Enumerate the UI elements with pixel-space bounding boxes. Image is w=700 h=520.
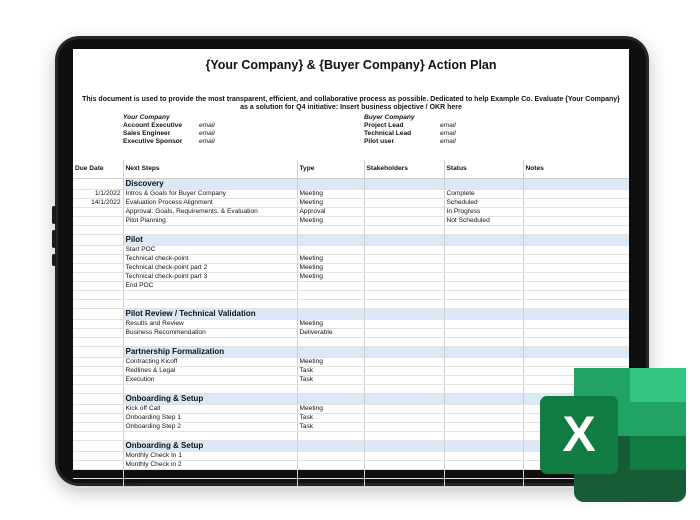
contact-role: Account Executive xyxy=(123,122,182,129)
grid-cell[interactable] xyxy=(444,300,523,309)
grid-cell[interactable] xyxy=(73,376,123,385)
grid-cell[interactable] xyxy=(364,405,444,414)
grid-cell[interactable]: Monthly Check In 1 xyxy=(123,452,297,461)
grid-cell[interactable] xyxy=(73,432,123,441)
grid-cell[interactable] xyxy=(364,432,444,441)
contact-email[interactable]: email xyxy=(440,130,456,137)
grid-cell[interactable] xyxy=(364,376,444,385)
grid-cell[interactable]: Approval: Goals, Requirements, & Evaluation xyxy=(123,208,297,217)
grid-cell[interactable] xyxy=(364,347,444,358)
your-company-contacts xyxy=(123,114,215,146)
grid-cell[interactable] xyxy=(297,246,364,255)
buyer-company-heading: Buyer Company xyxy=(364,114,415,121)
grid-cell[interactable] xyxy=(523,300,629,309)
grid-cell[interactable]: Evaluation Process Alignment xyxy=(123,199,297,208)
section-title[interactable]: Discovery xyxy=(123,179,297,190)
grid-cell[interactable] xyxy=(523,347,629,358)
grid-cell[interactable]: Technical check-point xyxy=(123,255,297,264)
grid-cell[interactable]: Contracting Kicoff xyxy=(123,358,297,367)
contact-email[interactable]: email xyxy=(440,122,456,129)
grid-cell[interactable] xyxy=(523,255,629,264)
header-row xyxy=(73,160,629,179)
grid-cell[interactable]: Task xyxy=(297,423,364,432)
excel-logo-letter: X xyxy=(562,406,596,462)
grid-cell[interactable] xyxy=(73,291,123,300)
section-title[interactable]: Onboarding & Setup xyxy=(123,441,297,452)
grid-cell[interactable] xyxy=(364,452,444,461)
grid-cell[interactable] xyxy=(444,367,523,376)
grid-cell[interactable] xyxy=(444,282,523,291)
grid-cell[interactable]: Task xyxy=(297,376,364,385)
grid-cell[interactable] xyxy=(73,273,123,282)
grid-cell[interactable] xyxy=(297,385,364,394)
grid-cell[interactable] xyxy=(73,394,123,405)
grid-cell[interactable] xyxy=(364,441,444,452)
grid-cell[interactable]: Meeting xyxy=(297,255,364,264)
contact-role: Project Lead xyxy=(364,122,404,129)
grid-cell[interactable] xyxy=(73,347,123,358)
grid-cell[interactable] xyxy=(523,320,629,329)
contact-role: Pilot user xyxy=(364,138,395,145)
grid-cell[interactable]: Business Recommendation xyxy=(123,329,297,338)
grid-cell[interactable] xyxy=(123,338,297,347)
section-row xyxy=(73,347,629,358)
contact-row xyxy=(123,138,215,146)
grid-cell[interactable]: Technical check-point part 3 xyxy=(123,273,297,282)
intro-text: This document is used to provide the most transparent, efficient, and collaborative process as possible. Dedicated to help Example Co. Evaluate {Your Company} as a solution for Q4 initiative: Insert business objective / OKR here xyxy=(82,96,620,111)
grid-cell[interactable]: Technical check-point part 2 xyxy=(123,264,297,273)
grid-cell[interactable] xyxy=(73,217,123,226)
table-row xyxy=(73,190,629,199)
grid-cell[interactable] xyxy=(73,452,123,461)
grid-cell[interactable] xyxy=(364,320,444,329)
grid-cell[interactable] xyxy=(364,255,444,264)
grid-cell[interactable] xyxy=(364,300,444,309)
grid-cell[interactable] xyxy=(444,385,523,394)
grid-cell[interactable] xyxy=(364,309,444,320)
grid-cell[interactable]: QBR 1 xyxy=(123,470,297,479)
table-row xyxy=(73,329,629,338)
grid-cell[interactable]: Execution xyxy=(123,376,297,385)
grid-cell[interactable] xyxy=(444,179,523,190)
grid-cell[interactable] xyxy=(364,367,444,376)
grid-cell[interactable] xyxy=(73,441,123,452)
grid-cell[interactable]: Kick off Call xyxy=(123,405,297,414)
grid-cell[interactable] xyxy=(444,329,523,338)
grid-cell[interactable]: Redlines & Legal xyxy=(123,367,297,376)
grid-cell[interactable]: 1/1/2022 xyxy=(73,190,123,199)
grid-cell[interactable] xyxy=(444,376,523,385)
grid-cell[interactable]: In Progress xyxy=(444,208,523,217)
grid-cell[interactable] xyxy=(297,479,364,488)
table-row xyxy=(73,273,629,282)
grid-cell[interactable] xyxy=(364,246,444,255)
grid-cell[interactable] xyxy=(523,199,629,208)
grid-cell[interactable] xyxy=(364,217,444,226)
grid-cell[interactable] xyxy=(364,199,444,208)
contact-email[interactable]: email xyxy=(199,130,215,137)
grid-cell[interactable] xyxy=(444,291,523,300)
grid-cell[interactable]: Monthly Check in 2 xyxy=(123,461,297,470)
grid-cell[interactable] xyxy=(297,338,364,347)
grid-cell[interactable]: Meeting xyxy=(297,217,364,226)
table-row xyxy=(73,264,629,273)
grid-cell[interactable] xyxy=(364,358,444,367)
grid-cell[interactable] xyxy=(444,461,523,470)
column-header[interactable]: Stakeholders xyxy=(364,160,444,179)
grid-cell[interactable] xyxy=(444,273,523,282)
grid-cell[interactable] xyxy=(364,470,444,479)
grid-cell[interactable] xyxy=(364,190,444,199)
grid-cell[interactable] xyxy=(73,461,123,470)
grid-cell[interactable]: Meeting xyxy=(297,190,364,199)
grid-cell[interactable] xyxy=(364,264,444,273)
grid-cell[interactable] xyxy=(364,338,444,347)
grid-cell[interactable] xyxy=(73,479,123,488)
grid-cell[interactable] xyxy=(444,405,523,414)
grid-cell[interactable]: Meeting xyxy=(297,358,364,367)
table-row xyxy=(73,217,629,226)
grid-cell[interactable] xyxy=(364,226,444,235)
grid-cell[interactable] xyxy=(444,246,523,255)
column-header[interactable]: Notes xyxy=(523,160,629,179)
excel-logo-cell xyxy=(630,368,686,402)
grid-cell[interactable] xyxy=(297,452,364,461)
grid-cell[interactable] xyxy=(297,309,364,320)
excel-logo-cell xyxy=(630,402,686,436)
excel-logo-icon xyxy=(540,366,688,506)
grid-cell[interactable] xyxy=(73,264,123,273)
grid-cell[interactable] xyxy=(444,347,523,358)
grid-cell[interactable]: Results and Review xyxy=(123,320,297,329)
grid-cell[interactable] xyxy=(444,394,523,405)
grid-cell[interactable] xyxy=(444,470,523,479)
grid-cell[interactable] xyxy=(523,291,629,300)
column-header[interactable]: Next Steps xyxy=(123,160,297,179)
contact-email[interactable]: email xyxy=(199,138,215,145)
grid-cell[interactable] xyxy=(523,264,629,273)
grid-cell[interactable]: Task xyxy=(297,414,364,423)
grid-cell[interactable] xyxy=(73,300,123,309)
grid-cell[interactable] xyxy=(523,309,629,320)
grid-cell[interactable] xyxy=(444,423,523,432)
contact-row xyxy=(364,122,456,130)
grid-cell[interactable] xyxy=(364,282,444,291)
grid-cell[interactable] xyxy=(297,282,364,291)
grid-cell[interactable] xyxy=(123,432,297,441)
grid-cell[interactable] xyxy=(297,347,364,358)
table-row xyxy=(73,199,629,208)
grid-cell[interactable]: Not Scheduled xyxy=(444,217,523,226)
grid-cell[interactable]: Meeting xyxy=(297,320,364,329)
grid-cell[interactable]: Intros & Goals for Buyer Company xyxy=(123,190,297,199)
grid-cell[interactable] xyxy=(123,291,297,300)
grid-cell[interactable] xyxy=(444,358,523,367)
grid-cell[interactable] xyxy=(364,479,444,488)
grid-cell[interactable] xyxy=(444,441,523,452)
section-title[interactable]: Onboarding & Setup xyxy=(123,394,297,405)
grid-cell[interactable]: Complete xyxy=(444,190,523,199)
grid-cell[interactable]: QBR 2 xyxy=(123,479,297,488)
grid-cell[interactable] xyxy=(444,479,523,488)
contact-role: Sales Engineer xyxy=(123,130,171,137)
grid-cell[interactable] xyxy=(523,226,629,235)
column-header[interactable]: Due Date xyxy=(73,160,123,179)
grid-cell[interactable] xyxy=(297,394,364,405)
contact-row xyxy=(364,138,456,146)
grid-cell[interactable] xyxy=(73,367,123,376)
grid-cell[interactable]: Approval xyxy=(297,208,364,217)
grid-cell[interactable] xyxy=(523,273,629,282)
grid-cell[interactable] xyxy=(523,190,629,199)
grid-cell[interactable] xyxy=(73,338,123,347)
grid-cell[interactable] xyxy=(523,329,629,338)
grid-cell[interactable] xyxy=(364,329,444,338)
section-row xyxy=(73,179,629,190)
grid-cell[interactable] xyxy=(297,470,364,479)
grid-cell[interactable]: Meeting xyxy=(297,405,364,414)
volume-up-button xyxy=(52,206,56,224)
contact-role: Technical Lead xyxy=(364,130,412,137)
contact-role: Executive Sponsor xyxy=(123,138,183,145)
grid-cell[interactable] xyxy=(297,461,364,470)
grid-cell[interactable]: Pilot Planning xyxy=(123,217,297,226)
contact-row xyxy=(123,130,215,138)
grid-cell[interactable] xyxy=(297,441,364,452)
buyer-company-contacts xyxy=(364,114,456,146)
grid-cell[interactable]: Start POC xyxy=(123,246,297,255)
grid-cell[interactable] xyxy=(73,179,123,190)
section-title[interactable]: Partnership Formalization xyxy=(123,347,297,358)
excel-logo-cell xyxy=(630,436,686,470)
grid-cell[interactable] xyxy=(73,423,123,432)
grid-cell[interactable] xyxy=(73,226,123,235)
grid-cell[interactable]: Scheduled xyxy=(444,199,523,208)
grid-cell[interactable] xyxy=(444,255,523,264)
grid-cell[interactable]: 14/1/2022 xyxy=(73,199,123,208)
grid-cell[interactable]: Onboarding Step 2 xyxy=(123,423,297,432)
section-title[interactable]: Pilot xyxy=(123,235,297,246)
grid-cell[interactable] xyxy=(73,208,123,217)
column-header[interactable]: Type xyxy=(297,160,364,179)
grid-cell[interactable] xyxy=(73,414,123,423)
grid-cell[interactable] xyxy=(364,179,444,190)
grid-cell[interactable]: Deliverable xyxy=(297,329,364,338)
grid-cell[interactable]: Meeting xyxy=(297,264,364,273)
grid-cell[interactable] xyxy=(523,208,629,217)
contact-email[interactable]: email xyxy=(199,122,215,129)
grid-cell[interactable] xyxy=(523,235,629,246)
grid-cell[interactable] xyxy=(73,282,123,291)
contact-row xyxy=(123,122,215,130)
grid-cell[interactable] xyxy=(444,452,523,461)
grid-cell[interactable] xyxy=(297,235,364,246)
grid-cell[interactable] xyxy=(73,470,123,479)
grid-cell[interactable] xyxy=(444,309,523,320)
grid-cell[interactable] xyxy=(364,394,444,405)
section-row xyxy=(73,235,629,246)
grid-cell[interactable] xyxy=(297,432,364,441)
table-row xyxy=(73,255,629,264)
grid-cell[interactable] xyxy=(73,358,123,367)
grid-cell[interactable] xyxy=(123,226,297,235)
grid-cell[interactable] xyxy=(73,255,123,264)
grid-cell[interactable]: Onboarding Step 1 xyxy=(123,414,297,423)
grid-cell[interactable] xyxy=(523,282,629,291)
grid-cell[interactable] xyxy=(297,291,364,300)
grid-cell[interactable] xyxy=(523,179,629,190)
table-row xyxy=(73,226,629,235)
table-row xyxy=(73,300,629,309)
grid-cell[interactable] xyxy=(444,226,523,235)
grid-cell[interactable] xyxy=(123,300,297,309)
grid-cell[interactable] xyxy=(297,226,364,235)
grid-cell[interactable] xyxy=(364,461,444,470)
grid-cell[interactable] xyxy=(444,264,523,273)
grid-cell[interactable] xyxy=(73,309,123,320)
grid-cell[interactable] xyxy=(73,329,123,338)
grid-cell[interactable] xyxy=(444,414,523,423)
table-row xyxy=(73,282,629,291)
sheet-title: {Your Company} & {Buyer Company} Action Plan xyxy=(205,58,497,72)
contact-row xyxy=(364,130,456,138)
section-title[interactable]: Pilot Review / Technical Validation xyxy=(123,309,297,320)
grid-cell[interactable]: Meeting xyxy=(297,273,364,282)
grid-cell[interactable] xyxy=(523,246,629,255)
grid-cell[interactable] xyxy=(444,338,523,347)
contact-email[interactable]: email xyxy=(440,138,456,145)
table-row xyxy=(73,320,629,329)
grid-cell[interactable]: End POC xyxy=(123,282,297,291)
volume-down-button xyxy=(52,230,56,248)
grid-cell[interactable] xyxy=(297,300,364,309)
grid-cell[interactable] xyxy=(73,405,123,414)
table-row xyxy=(73,338,629,347)
side-button xyxy=(52,254,56,266)
table-row xyxy=(73,246,629,255)
table-row xyxy=(73,291,629,300)
grid-cell[interactable] xyxy=(73,320,123,329)
grid-cell[interactable] xyxy=(364,273,444,282)
your-company-heading: Your Company xyxy=(123,114,170,121)
grid-cell[interactable] xyxy=(444,235,523,246)
grid-cell[interactable] xyxy=(123,385,297,394)
grid-cell[interactable]: Task xyxy=(297,367,364,376)
grid-cell[interactable] xyxy=(73,235,123,246)
grid-cell[interactable] xyxy=(523,217,629,226)
grid-cell[interactable] xyxy=(73,246,123,255)
grid-cell[interactable] xyxy=(364,208,444,217)
grid-cell[interactable] xyxy=(444,432,523,441)
grid-cell[interactable] xyxy=(444,320,523,329)
grid-cell[interactable] xyxy=(73,385,123,394)
grid-cell[interactable] xyxy=(364,291,444,300)
table-row xyxy=(73,208,629,217)
grid-cell[interactable] xyxy=(523,338,629,347)
grid-cell[interactable] xyxy=(364,414,444,423)
grid-cell[interactable] xyxy=(364,235,444,246)
grid-cell[interactable]: Meeting xyxy=(297,199,364,208)
grid-cell[interactable] xyxy=(364,423,444,432)
grid-cell[interactable] xyxy=(364,385,444,394)
grid-cell[interactable] xyxy=(297,179,364,190)
section-row xyxy=(73,309,629,320)
column-header[interactable]: Status xyxy=(444,160,523,179)
